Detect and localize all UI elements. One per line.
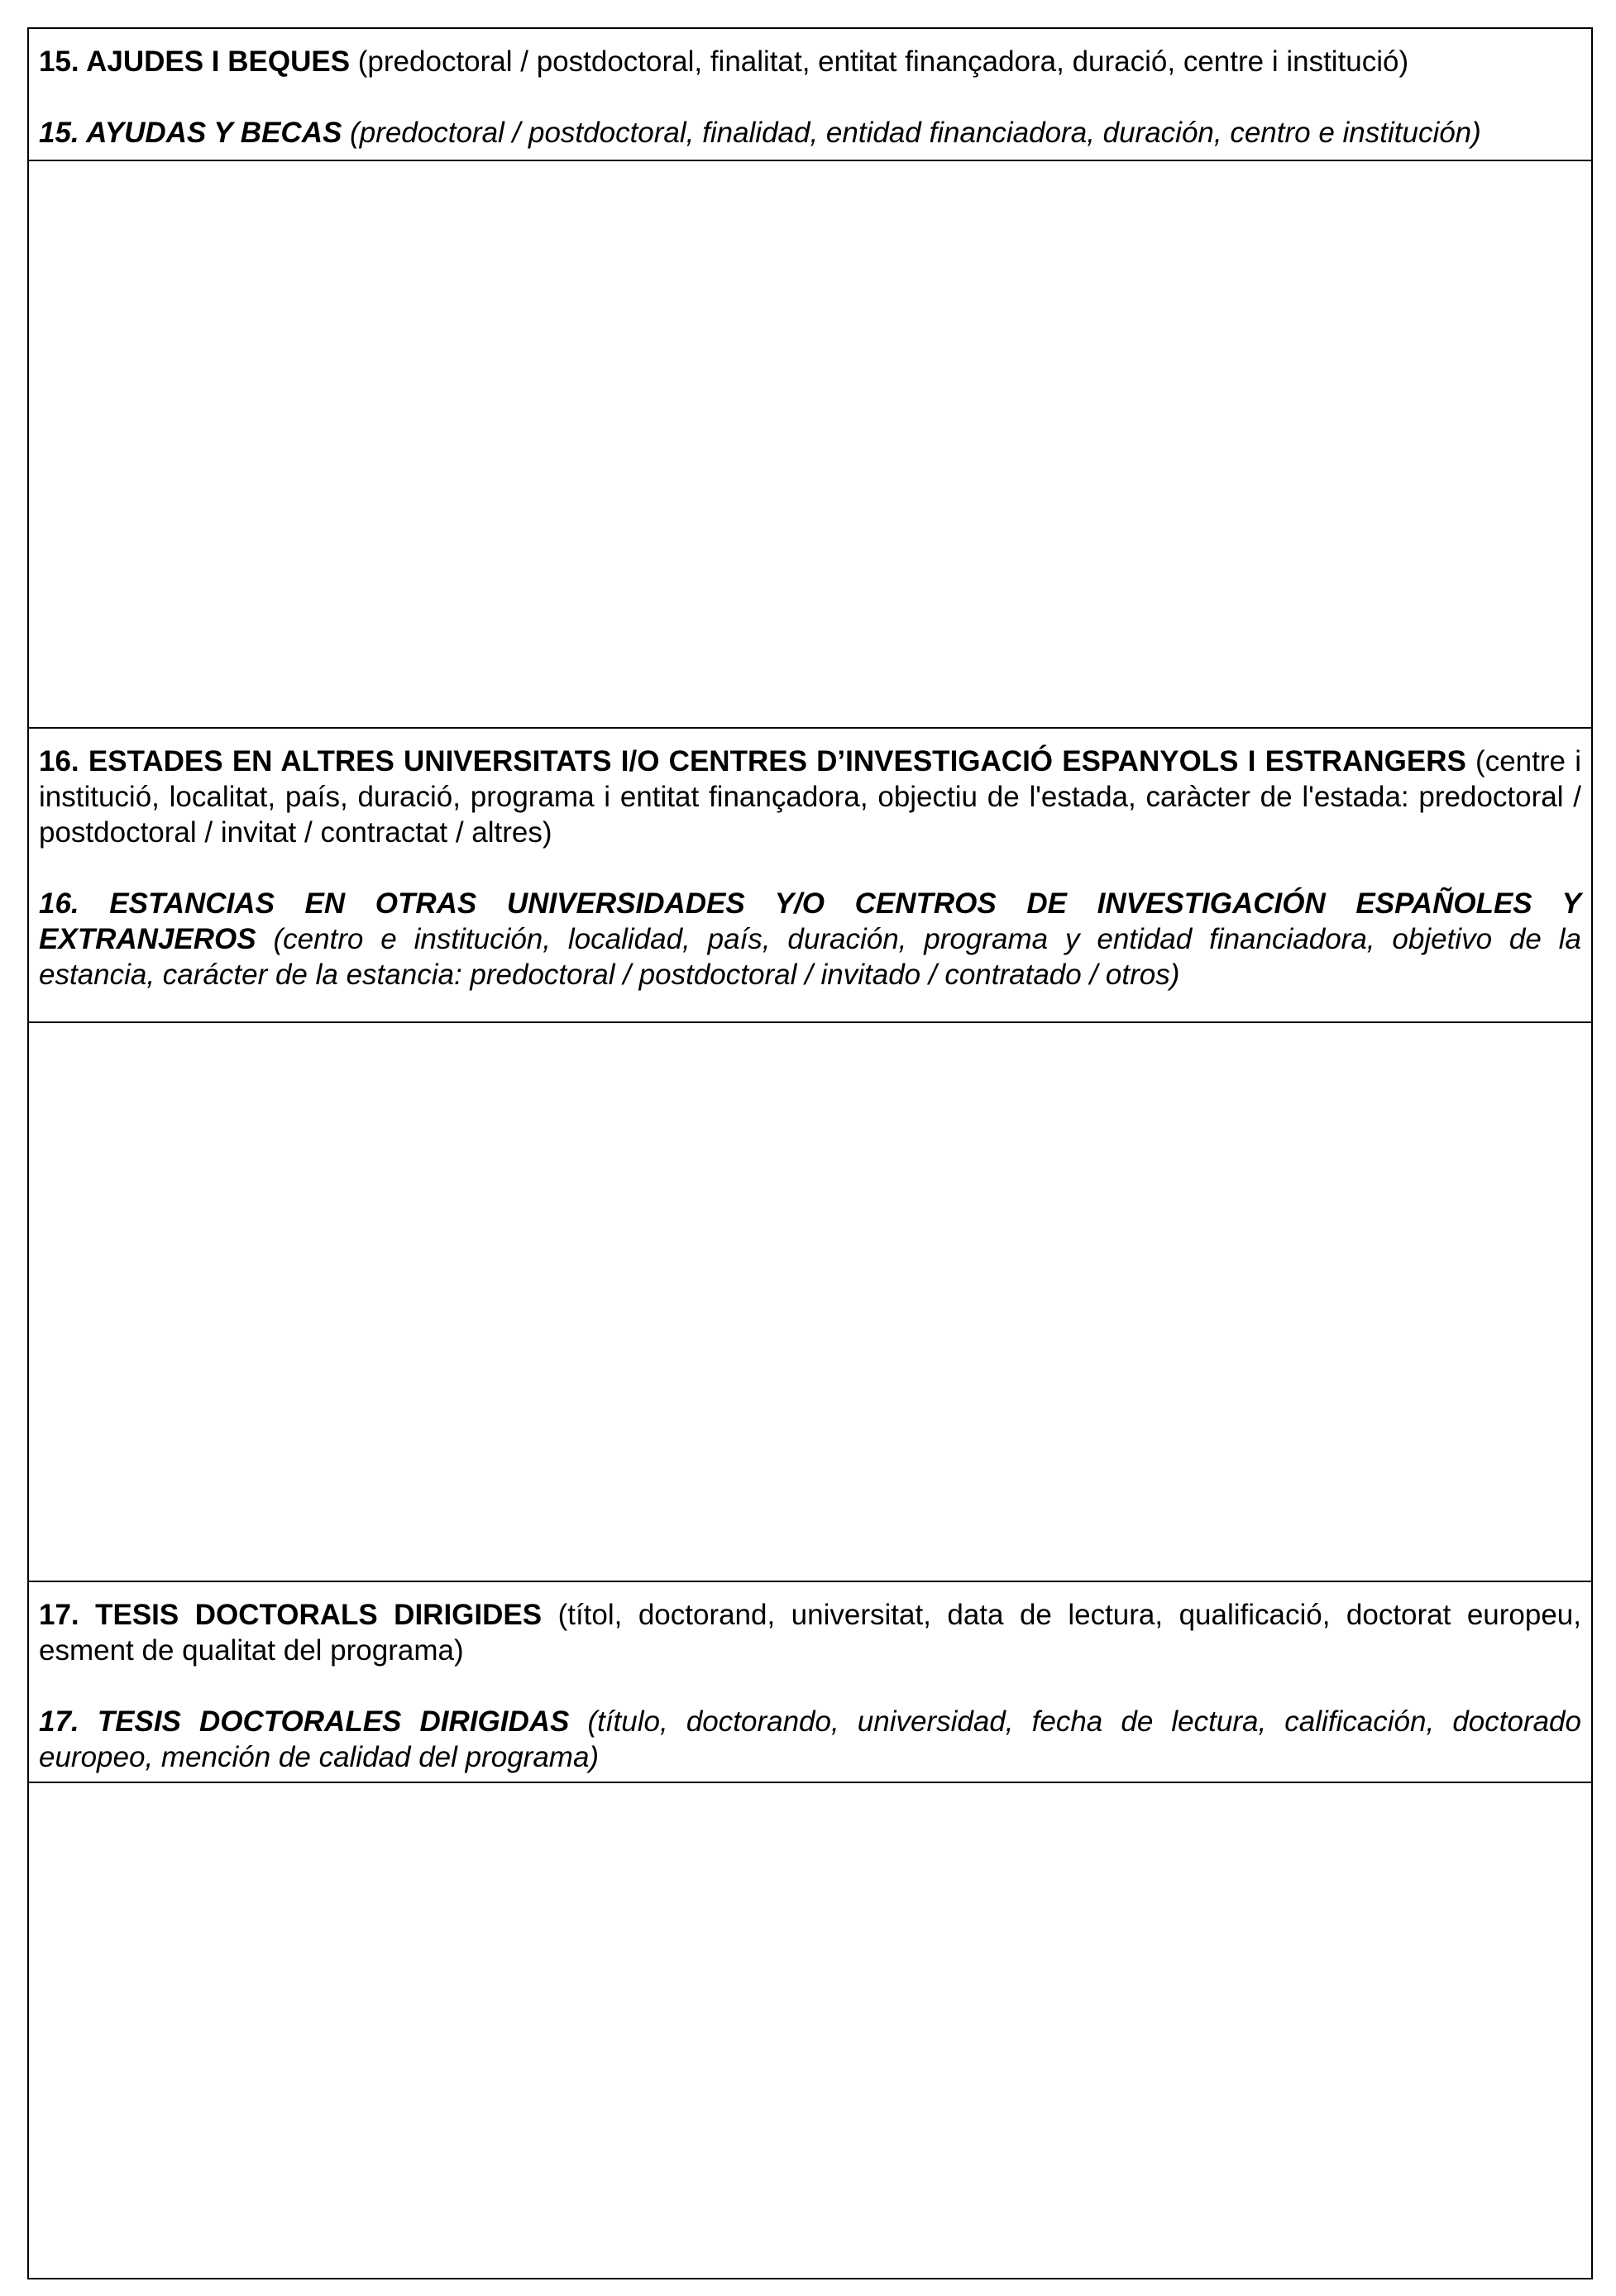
section-15-description-catalan: (predoctoral / postdoctoral, finalitat, entitat finançadora, duració, centre i institució) xyxy=(350,45,1409,78)
section-15-answer-box[interactable] xyxy=(29,161,1591,729)
section-16-description-catalan: (centre i institució, localitat, país, duració, programa i entitat finançadora, objectiu de l'estada, caràcter de l'estada: predoctoral / postdoctoral / invitat / contractat / altres) xyxy=(39,745,1581,849)
section-17-heading-catalan xyxy=(39,1597,1581,1668)
section-17-description-spanish: (título, doctorando, universidad, fecha de lectura, calificación, doctorado europeo, mención de calidad del programa) xyxy=(39,1705,1581,1773)
section-17-description-catalan: (títol, doctorand, universitat, data de lectura, qualificació, doctorat europeu, esment de qualitat del programa) xyxy=(39,1599,1581,1667)
section-15-heading-catalan xyxy=(39,44,1581,79)
section-15-title-catalan: 15. AJUDES I BEQUES xyxy=(39,45,351,78)
section-16-heading-spanish xyxy=(39,886,1581,993)
section-17-heading-spanish xyxy=(39,1704,1581,1775)
section-16-description-spanish: (centro e institución, localidad, país, duración, programa y entidad financiadora, objetivo de la estancia, carácter de la estancia: predoctoral / postdoctoral / invitado / contratado / otros) xyxy=(39,923,1581,991)
section-15-description-spanish: (predoctoral / postdoctoral, finalidad, entidad financiadora, duración, centro e institución) xyxy=(342,117,1481,149)
section-16-header xyxy=(29,729,1591,1023)
section-16-heading-catalan xyxy=(39,744,1581,850)
section-17-title-catalan: 17. TESIS DOCTORALS DIRIGIDES xyxy=(39,1599,543,1631)
section-15-header xyxy=(29,29,1591,161)
section-17-title-spanish: 17. TESIS DOCTORALES DIRIGIDAS xyxy=(39,1705,570,1738)
section-17-answer-box[interactable] xyxy=(29,1783,1591,2278)
section-15-heading-spanish xyxy=(39,115,1581,151)
section-16-answer-box[interactable] xyxy=(29,1023,1591,1582)
section-16-title-catalan: 16. ESTADES EN ALTRES UNIVERSITATS I/O CENTRES D’INVESTIGACIÓ ESPANYOLS I ESTRANGERS xyxy=(39,745,1466,777)
section-15-title-spanish: 15. AYUDAS Y BECAS xyxy=(39,117,342,149)
cv-form-table xyxy=(27,27,1593,2279)
section-17-header xyxy=(29,1582,1591,1783)
section-16-title-spanish: 16. ESTANCIAS EN OTRAS UNIVERSIDADES Y/O CENTROS DE INVESTIGACIÓN ESPAÑOLES Y EXTRANJEROS xyxy=(39,887,1581,955)
